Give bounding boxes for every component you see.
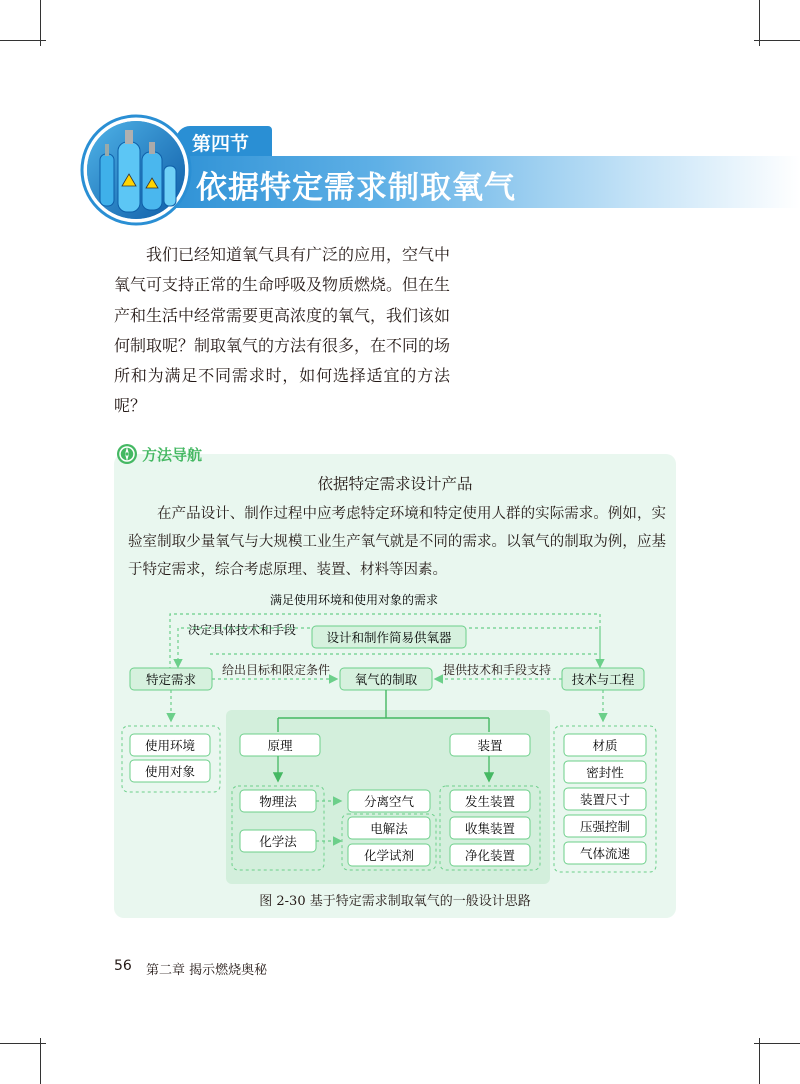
crop-mark: [0, 1043, 46, 1044]
tech-pressure: 压强控制: [579, 819, 631, 834]
method-electrolysis: 电解法: [370, 821, 408, 836]
device-collector: 收集装置: [464, 821, 516, 836]
tech-flow: 气体流速: [579, 846, 631, 861]
crop-mark: [754, 40, 800, 41]
need-users: 使用对象: [144, 764, 196, 779]
top-label: 满足使用环境和使用对象的需求: [269, 593, 439, 607]
page-number: 56: [114, 958, 132, 974]
crop-mark: [0, 40, 46, 41]
give-label: 给出目标和限定条件: [221, 663, 331, 677]
crop-mark: [754, 1043, 800, 1044]
node-tech-engineering-label: 技术与工程: [571, 672, 635, 687]
method-box-body: 在产品设计、制作过程中应考虑特定环境和特定使用人群的实际需求。例如，实验室制取少量氧气与大规模工业生产氧气就是不同的需求。以氧气的制取为例，应基于特定需求，综合考虑原理、装置、材料等因素。: [128, 506, 666, 578]
crop-mark: [759, 1038, 760, 1084]
tech-sealing: 密封性: [586, 765, 624, 780]
node-oxygen-production-label: 氧气的制取: [354, 672, 418, 687]
chapter-title: 第二章 揭示燃烧奥秘: [146, 963, 268, 978]
tech-size: 装置尺寸: [579, 792, 631, 807]
page-title: 依据特定需求制取氧气: [196, 170, 516, 206]
device-generator: 发生装置: [464, 794, 516, 809]
method-box-label: 方法导航: [142, 446, 203, 464]
need-env: 使用环境: [144, 738, 196, 753]
physical-label: 物理法: [259, 794, 297, 809]
compass-icon: [116, 443, 138, 465]
decide-loop-right: [468, 628, 600, 668]
intro-paragraph: 我们已经知道氧气具有广泛的应用，空气中氧气可支持正常的生命呼吸及物质燃烧。但在生产和生活中经常需要更高浓度的氧气，我们该如何制取呢？制取氧气的方法有很多，在不同的场所和为满足不同需求时，如何选择适宜的方法呢？: [114, 245, 451, 416]
device-purifier: 净化装置: [464, 848, 516, 863]
tech-material: 材质: [592, 738, 618, 753]
method-separate-air: 分离空气: [363, 794, 415, 809]
section-label: 第四节: [192, 133, 250, 155]
oxygen-cylinder-icon: [80, 114, 192, 226]
principle-label: 原理: [267, 738, 293, 753]
design-flow-diagram: [114, 590, 676, 890]
crop-mark: [40, 1038, 41, 1084]
device-label: 装置: [477, 738, 503, 753]
provide-label: 提供技术和手段支持: [442, 663, 552, 677]
node-special-needs-label: 特定需求: [145, 672, 197, 687]
chemical-label: 化学法: [259, 834, 297, 849]
decide-label: 决定具体技术和手段: [187, 623, 297, 637]
figure-caption: 图 2-30 基于特定需求制取氧气的一般设计思路: [259, 894, 531, 909]
method-reagent: 化学试剂: [363, 848, 415, 863]
method-box-heading: 依据特定需求设计产品: [317, 475, 473, 493]
design-box-label: 设计和制作简易供氧器: [326, 630, 452, 645]
